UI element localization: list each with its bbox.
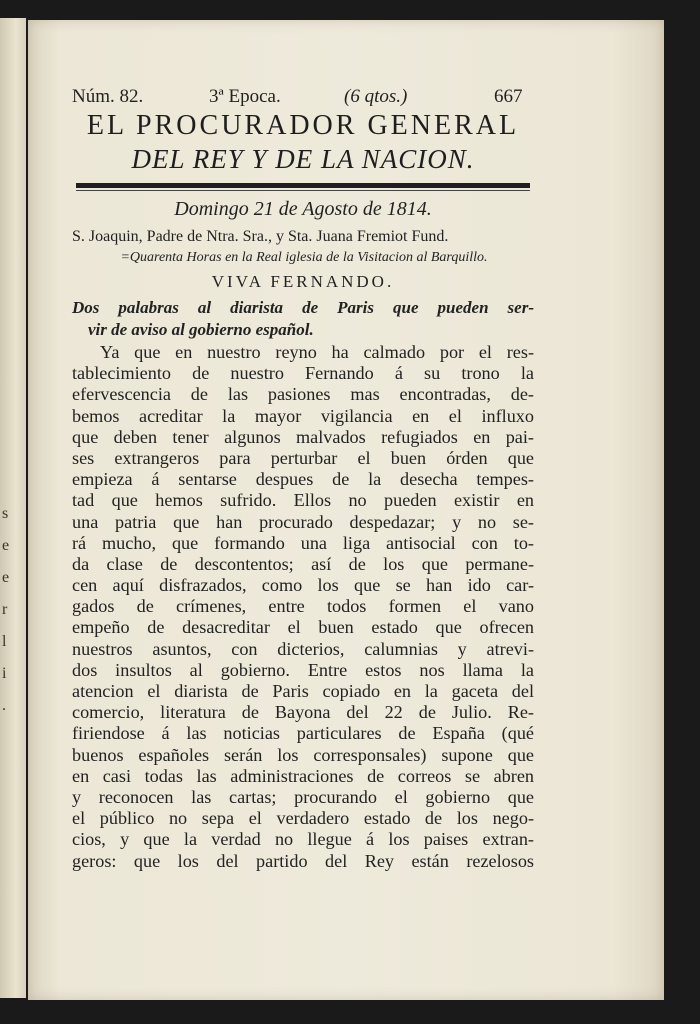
- body-line: rá mucho, que formando una liga antisocial con to-: [72, 532, 534, 553]
- body-line: comercio, literatura de Bayona del 22 de Julio. Re-: [72, 702, 534, 723]
- body-line: bemos acreditar la mayor vigilancia en el influxo: [72, 405, 534, 426]
- body-line: en casi todas las administraciones de correos se abren: [72, 765, 534, 786]
- body-line: geros: que los del partido del Rey están rezelosos: [72, 850, 534, 871]
- body-line: que deben tener algunos malvados refugiados en pai-: [72, 426, 534, 447]
- left-mark: e: [2, 537, 10, 554]
- body-line: Ya que en nuestro reyno ha calmado por el res-: [100, 342, 534, 362]
- left-mark: e: [2, 569, 10, 586]
- header-line: [72, 86, 532, 112]
- body-line: cios, y que la verdad no llegue á los paises extran-: [72, 829, 534, 850]
- left-mark: s: [2, 505, 9, 522]
- price-label: (6 qtos.): [344, 86, 408, 107]
- masthead-rule-thin: [76, 190, 530, 191]
- body-line: tad que hemos sufrido. Ellos no pueden existir en: [72, 490, 534, 511]
- epoch-label: 3ª Epoca.: [209, 86, 281, 107]
- page-number: 667: [494, 86, 523, 107]
- left-mark: .: [2, 697, 6, 714]
- body-line: empeño de desacreditar el buen estado que ofrecen: [72, 617, 534, 638]
- body-line: dos insultos al gobierno. Entre estos nos llama la: [72, 659, 534, 680]
- masthead-title: EL PROCURADOR GENERAL: [86, 110, 520, 141]
- saints-of-the-day: S. Joaquin, Padre de Ntra. Sra., y Sta. Juana Fremiot Fund.: [72, 228, 449, 245]
- body-line: tablecimiento de nuestro Fernando á su trono la: [72, 363, 534, 384]
- masthead-subtitle: DEL REY Y DE LA NACION.: [131, 144, 475, 174]
- body-line: el público no sepa el verdadero estado de los nego-: [72, 808, 534, 829]
- article-title-line: Dos palabras al diarista de Paris que pueden ser-: [72, 298, 534, 317]
- body-line: efervescencia de las pasiones mas encontradas, de-: [72, 384, 534, 405]
- body-line: nuestros asuntos, con dicterios, calumnias y atrevi-: [72, 638, 534, 659]
- dateline: Domingo 21 de Agosto de 1814.: [174, 198, 432, 220]
- left-mark: i: [2, 665, 7, 682]
- forty-hours-notice: =Quarenta Horas en la Real iglesia de la Visitacion al Barquillo.: [120, 250, 488, 265]
- viva-heading: VIVA FERNANDO.: [211, 272, 395, 291]
- body-line: buenos españoles serán los corresponsales) supone que: [72, 744, 534, 765]
- left-page-marks: [2, 498, 16, 722]
- body-line: una patria que han procurado despedazar; y no se-: [72, 511, 534, 532]
- article-title: [72, 297, 534, 341]
- masthead-rule-thick: [76, 183, 530, 188]
- article-title-line: vir de aviso al gobierno español.: [88, 320, 314, 339]
- article-body: [72, 342, 534, 872]
- left-mark: r: [2, 601, 8, 618]
- body-line: y reconocen las cartas; procurando el gobierno que: [72, 786, 534, 807]
- body-line: ses extrangeros para perturbar el buen órden que: [72, 447, 534, 468]
- issue-number: Núm. 82.: [72, 86, 144, 107]
- body-line: firiendose á las noticias particulares de España (qué: [72, 723, 534, 744]
- left-page-edge: [0, 18, 26, 998]
- body-line: cen aquí disfrazados, como los que se han ido car-: [72, 575, 534, 596]
- body-line: gados de crímenes, entre todos formen el vano: [72, 596, 534, 617]
- body-line: da clase de descontentos; así de los que permane-: [72, 553, 534, 574]
- body-line: empieza á sentarse despues de la desecha tempes-: [72, 469, 534, 490]
- left-mark: l: [2, 633, 7, 650]
- body-line: atencion el diarista de Paris copiado en la gaceta del: [72, 681, 534, 701]
